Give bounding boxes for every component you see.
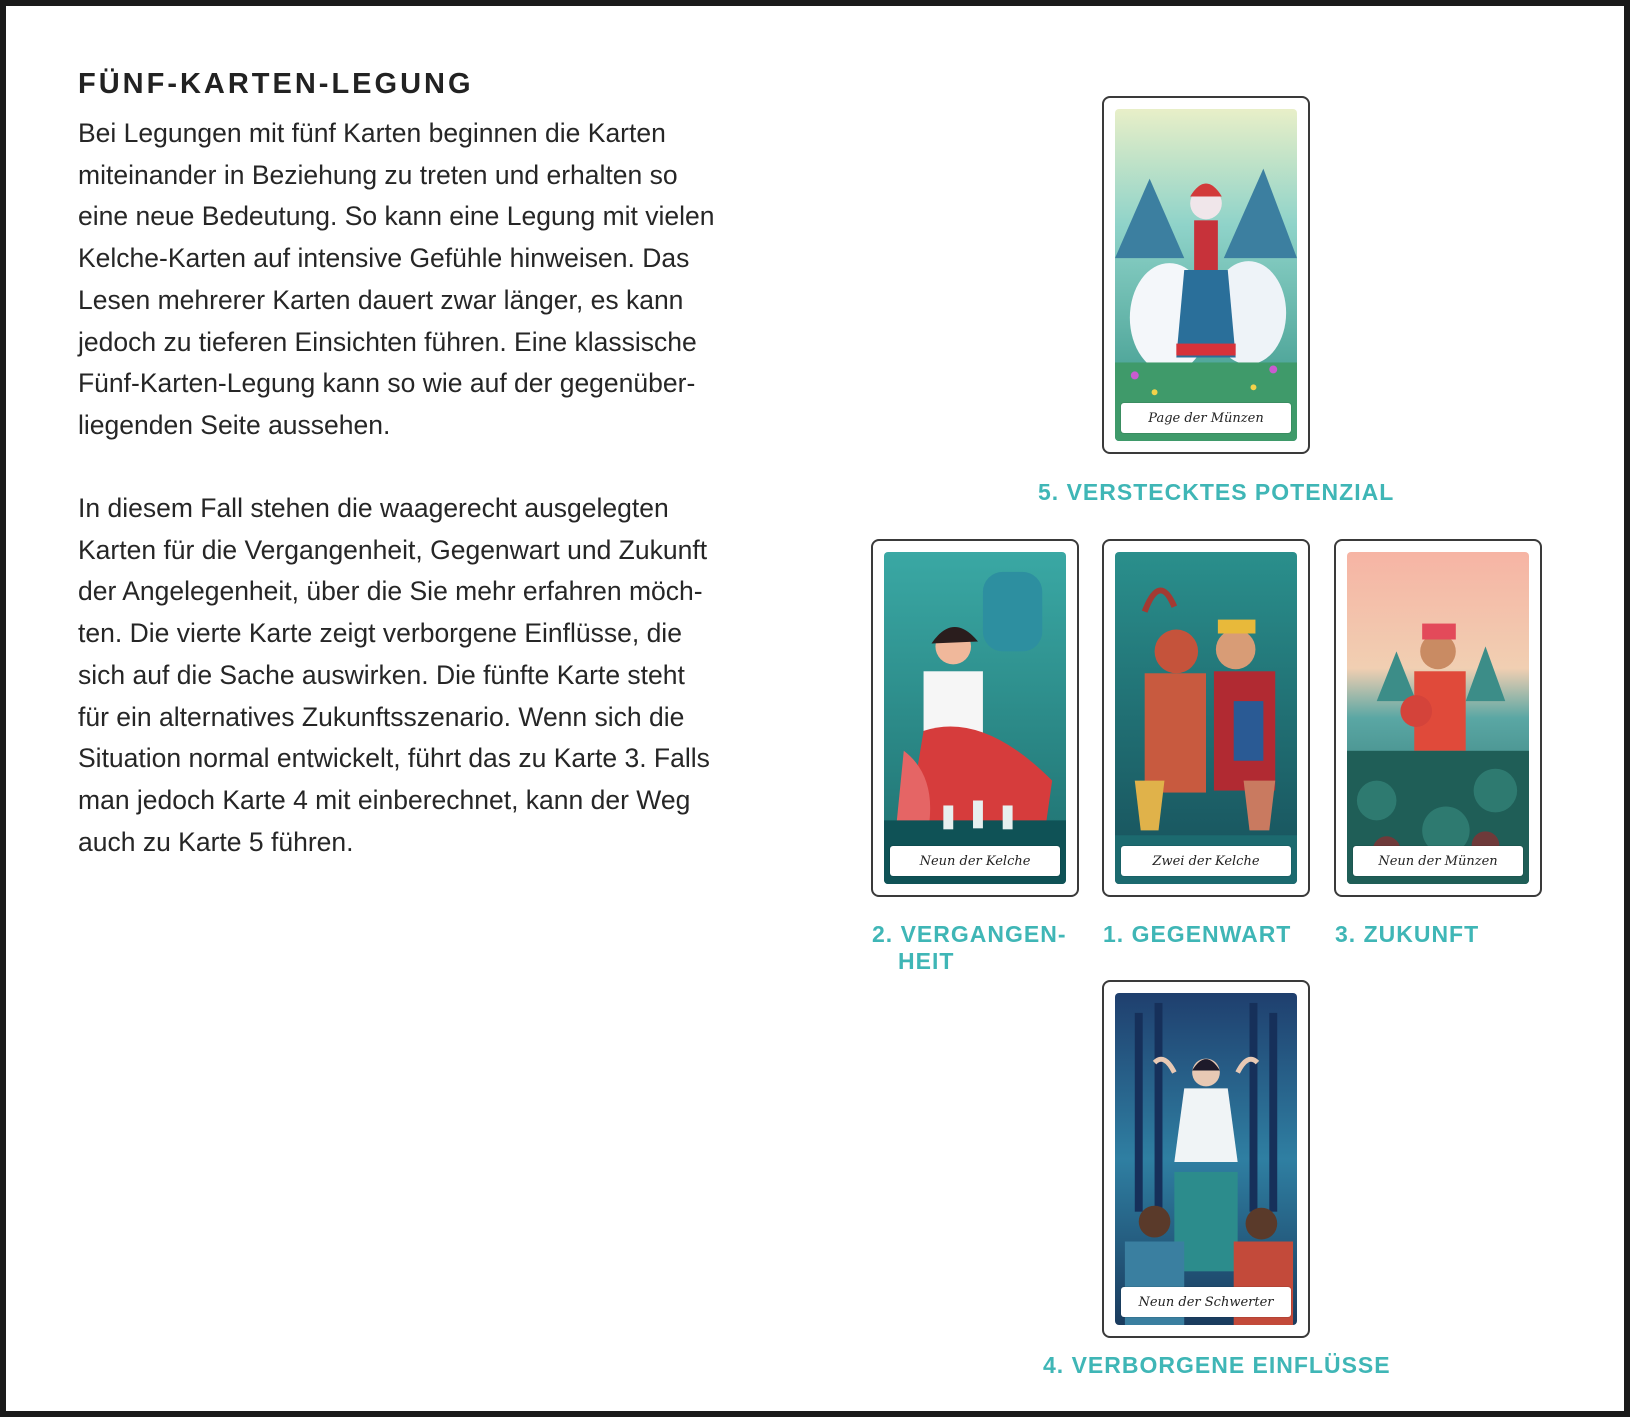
card-title: Zwei der Kelche bbox=[1121, 846, 1291, 876]
label-line: 5. VERSTECKTES POTENZIAL bbox=[1038, 479, 1395, 505]
text-line: Bei Legungen mit fünf Karten beginnen die Karten bbox=[78, 118, 666, 148]
text-line: Lesen mehrerer Karten dauert zwar länger, es kann bbox=[78, 284, 684, 315]
position-label-3 bbox=[1335, 921, 1479, 948]
text-line: für ein alternatives Zukunftsszenario. Wenn sich die bbox=[78, 701, 685, 732]
position-label-4 bbox=[1043, 1352, 1391, 1379]
position-label-5 bbox=[1038, 479, 1394, 506]
text-line: miteinander in Beziehung zu treten und erhalten so bbox=[78, 159, 678, 190]
label-line: 3. ZUKUNFT bbox=[1335, 921, 1480, 947]
card-title: Neun der Kelche bbox=[890, 846, 1060, 876]
text-line: sich auf die Sache auswirken. Die fünfte Karte steht bbox=[78, 659, 685, 690]
text-line: eine neue Bedeutung. So kann eine Legung mit vielen bbox=[78, 201, 715, 232]
card-illustration bbox=[1115, 552, 1297, 884]
card-illustration bbox=[1115, 109, 1297, 441]
text-line: In diesem Fall stehen die waagerecht ausgelegten bbox=[78, 493, 669, 523]
explanation-paragraph bbox=[78, 488, 768, 863]
text-line: Fünf-Karten-Legung kann so wie auf der gegenüber- bbox=[78, 368, 696, 399]
card-illustration bbox=[1347, 552, 1529, 884]
text-line: der Angelegenheit, über die Sie mehr erfahren möch- bbox=[78, 576, 703, 607]
tarot-card-neun-der-kelche bbox=[871, 539, 1079, 897]
text-line: Karten für die Vergangenheit, Gegenwart und Zukunft bbox=[78, 534, 708, 565]
label-line: 1. GEGENWART bbox=[1103, 921, 1292, 947]
text-line: liegenden Seite aussehen. bbox=[78, 409, 391, 440]
intro-paragraph bbox=[78, 113, 768, 447]
card-illustration bbox=[884, 552, 1066, 884]
text-line: man jedoch Karte 4 mit einberechnet, kann der Weg bbox=[78, 784, 691, 815]
label-line: 4. VERBORGENE EINFLÜSSE bbox=[1043, 1352, 1391, 1378]
card-title: Page der Münzen bbox=[1121, 403, 1291, 433]
page-title: FÜNF-KARTEN-LEGUNG bbox=[78, 68, 474, 100]
text-line: jedoch zu tieferen Einsichten führen. Eine klassische bbox=[78, 326, 697, 357]
text-line: Situation normal entwickelt, führt das zu Karte 3. Falls bbox=[78, 743, 710, 774]
card-title: Neun der Schwerter bbox=[1121, 1287, 1291, 1317]
text-line: ten. Die vierte Karte zeigt verborgene Einflüsse, die bbox=[78, 618, 682, 649]
label-line: HEIT bbox=[898, 948, 955, 974]
text-line: auch zu Karte 5 führen. bbox=[78, 826, 354, 857]
tarot-card-neun-der-schwerter bbox=[1102, 980, 1310, 1338]
card-illustration bbox=[1115, 993, 1297, 1325]
tarot-card-page-der-muenzen bbox=[1102, 96, 1310, 454]
card-title: Neun der Münzen bbox=[1353, 846, 1523, 876]
position-label-1 bbox=[1103, 921, 1291, 948]
position-label-2 bbox=[872, 921, 1066, 975]
tarot-card-zwei-der-kelche bbox=[1102, 539, 1310, 897]
text-line: Kelche-Karten auf intensive Gefühle hinweisen. Das bbox=[78, 243, 690, 274]
label-line: 2. VERGANGEN- bbox=[872, 921, 1067, 947]
tarot-card-neun-der-muenzen bbox=[1334, 539, 1542, 897]
